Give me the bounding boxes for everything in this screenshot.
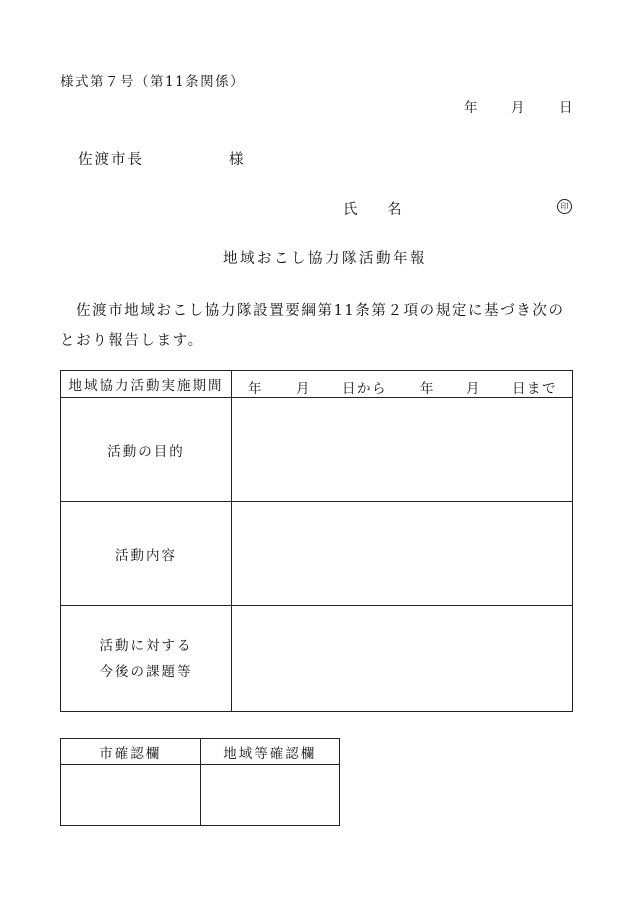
date-day-label: 日 [559,100,574,116]
purpose-label: 活動の目的 [61,398,232,502]
period-month-1: 月 [296,381,311,397]
region-confirm-field[interactable] [200,765,340,826]
purpose-field[interactable] [232,398,573,502]
period-month-2: 月 [466,381,481,397]
name-label-2: 名 [387,202,404,218]
period-to: 日まで [512,381,557,397]
issues-label [61,606,232,712]
date-month-label: 月 [511,100,526,116]
region-confirm-label: 地域等確認欄 [200,739,340,765]
period-cell[interactable] [232,371,573,398]
name-label-1: 氏 [343,202,360,218]
seal-mark: 印 [557,199,572,214]
form-number: 様式第７号（第11条関係） [60,74,246,90]
period-year-2: 年 [420,381,435,397]
issues-field[interactable] [232,606,573,712]
period-from: 日から [342,381,387,397]
body-text: 佐渡市地域おこし協力隊設置要綱第11条第２項の規定に基づき次のとおり報告します。 [60,303,565,349]
confirmation-table [60,738,340,826]
period-year-1: 年 [248,381,263,397]
addressee-honorific: 様 [229,152,246,168]
addressee-name: 佐渡市長 [78,152,144,168]
period-label: 地域協力活動実施期間 [61,371,232,398]
city-confirm-field[interactable] [61,765,201,826]
content-field[interactable] [232,502,573,606]
city-confirm-label: 市確認欄 [61,739,201,765]
activity-table [60,370,573,712]
content-label: 活動内容 [61,502,232,606]
issues-label-line-2: 今後の課題等 [99,663,193,680]
date-year-label: 年 [464,100,479,116]
document-title: 地域おこし協力隊活動年報 [223,251,427,267]
issues-label-line-1: 活動に対する [99,637,193,654]
